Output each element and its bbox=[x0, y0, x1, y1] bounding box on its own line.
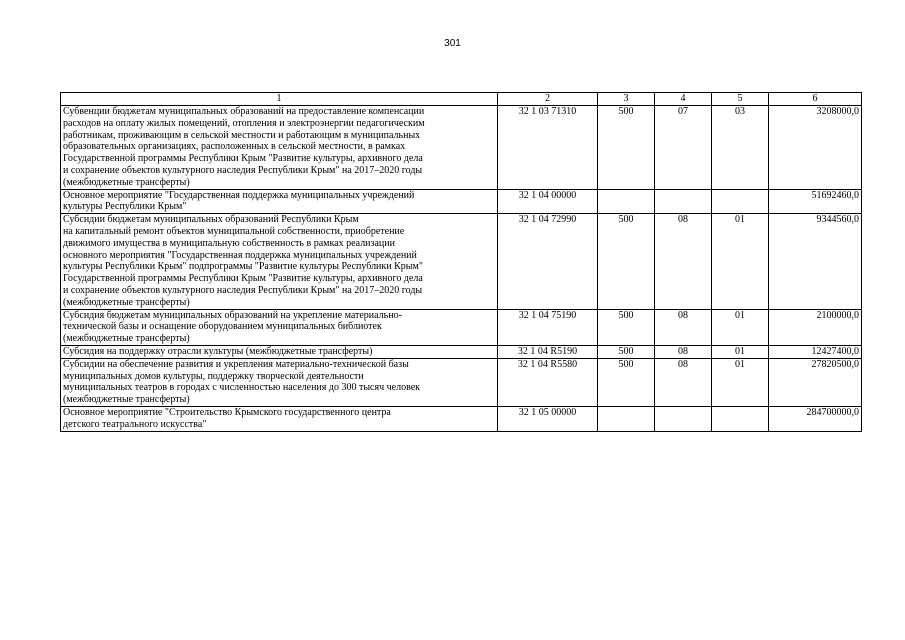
row-name-line: муниципальных театров в городах с численностью населения до 300 тысяч человек bbox=[63, 382, 421, 394]
row-name-line: движимого имущества в муниципальную собственность в рамках реализации bbox=[63, 237, 395, 249]
row-col3: 500 bbox=[598, 214, 655, 309]
row-col4: 08 bbox=[655, 214, 712, 309]
page-number: 301 bbox=[444, 38, 461, 49]
column-header-4: 4 bbox=[655, 93, 712, 106]
row-amount: 9344560,0 bbox=[769, 214, 862, 309]
table-row bbox=[61, 345, 862, 358]
row-name-line: Субсидии бюджетам муниципальных образований Республики Крым bbox=[63, 214, 359, 226]
table-row bbox=[61, 309, 862, 345]
budget-table bbox=[60, 92, 862, 432]
row-col3 bbox=[598, 189, 655, 214]
row-col5: 01 bbox=[712, 214, 769, 309]
row-name-line: Основное мероприятие "Строительство Крымского государственного центра bbox=[63, 406, 391, 418]
column-header-5: 5 bbox=[712, 93, 769, 106]
row-col5: 01 bbox=[712, 309, 769, 345]
row-col4: 07 bbox=[655, 106, 712, 190]
row-amount: 284700000,0 bbox=[769, 406, 862, 431]
row-name-line: Субсидия на поддержку отрасли культуры (межбюджетные трансферты) bbox=[63, 345, 373, 357]
row-col4 bbox=[655, 406, 712, 431]
row-name-line: на капитальный ремонт объектов муниципальной собственности, приобретение bbox=[63, 225, 405, 237]
row-name-line: культуры Республики Крым" подпрограммы "Развитие культуры Республики Крым" bbox=[63, 261, 423, 273]
row-name bbox=[61, 309, 498, 345]
row-col5: 03 bbox=[712, 106, 769, 190]
row-col5 bbox=[712, 406, 769, 431]
row-name-line: технической базы и оснащение оборудованием муниципальных библиотек bbox=[63, 321, 382, 333]
row-col3: 500 bbox=[598, 345, 655, 358]
row-name bbox=[61, 106, 498, 190]
row-name-line: детского театрального искусства" bbox=[63, 418, 207, 430]
row-name bbox=[61, 406, 498, 431]
row-code: 32 1 04 R5190 bbox=[498, 345, 598, 358]
row-name-line: Основное мероприятие "Государственная поддержка муниципальных учреждений bbox=[63, 189, 415, 201]
row-name-line: Государственной программы Республики Крым "Развитие культуры, архивного дела bbox=[63, 273, 423, 285]
row-name-line: (межбюджетные трансферты) bbox=[63, 394, 190, 406]
row-name-line: Субсидия бюджетам муниципальных образований на укрепление материально- bbox=[63, 309, 402, 321]
row-name-line: расходов на оплату жилых помещений, отопления и электроэнергии педагогическим bbox=[63, 117, 425, 129]
row-name-line: Государственной программы Республики Крым "Развитие культуры, архивного дела bbox=[63, 153, 423, 165]
row-name-line: культуры Республики Крым" bbox=[63, 201, 187, 213]
row-name bbox=[61, 189, 498, 214]
row-col3: 500 bbox=[598, 106, 655, 190]
row-name-line: и сохранение объектов культурного наследия Республики Крым" на 2017–2020 годы bbox=[63, 284, 423, 296]
table-row bbox=[61, 189, 862, 214]
column-header-2: 2 bbox=[498, 93, 598, 106]
row-code: 32 1 04 72990 bbox=[498, 214, 598, 309]
row-amount: 27820500,0 bbox=[769, 358, 862, 406]
table-header-row bbox=[61, 93, 862, 106]
row-name-line: муниципальных домов культуры, поддержку творческой деятельности bbox=[63, 370, 364, 382]
row-col4 bbox=[655, 189, 712, 214]
row-code: 32 1 04 R5580 bbox=[498, 358, 598, 406]
table-row bbox=[61, 358, 862, 406]
column-header-1: 1 bbox=[61, 93, 498, 106]
row-col3: 500 bbox=[598, 358, 655, 406]
row-amount: 51692460,0 bbox=[769, 189, 862, 214]
row-name bbox=[61, 345, 498, 358]
row-col4: 08 bbox=[655, 309, 712, 345]
table-row bbox=[61, 106, 862, 190]
row-code: 32 1 04 00000 bbox=[498, 189, 598, 214]
row-col4: 08 bbox=[655, 358, 712, 406]
column-header-3: 3 bbox=[598, 93, 655, 106]
row-code: 32 1 05 00000 bbox=[498, 406, 598, 431]
table-row bbox=[61, 406, 862, 431]
row-amount: 2100000,0 bbox=[769, 309, 862, 345]
row-code: 32 1 03 71310 bbox=[498, 106, 598, 190]
row-name-line: образовательных организациях, расположенных в сельской местности, в рамках bbox=[63, 141, 406, 153]
row-name-line: Субсидии на обеспечение развития и укрепления материально-технической базы bbox=[63, 358, 409, 370]
row-name-line: Субвенции бюджетам муниципальных образований на предоставление компенсации bbox=[63, 106, 425, 117]
row-col5 bbox=[712, 189, 769, 214]
row-name-line: (межбюджетные трансферты) bbox=[63, 333, 190, 345]
row-name bbox=[61, 358, 498, 406]
row-col3: 500 bbox=[598, 309, 655, 345]
row-name-line: (межбюджетные трансферты) bbox=[63, 176, 190, 188]
row-col4: 08 bbox=[655, 345, 712, 358]
row-col5: 01 bbox=[712, 358, 769, 406]
row-code: 32 1 04 75190 bbox=[498, 309, 598, 345]
row-col5: 01 bbox=[712, 345, 769, 358]
column-header-6: 6 bbox=[769, 93, 862, 106]
row-name-line: работникам, проживающим в сельской местности и работающим в муниципальных bbox=[63, 129, 421, 141]
row-amount: 12427400,0 bbox=[769, 345, 862, 358]
row-name-line: и сохранение объектов культурного наследия Республики Крым" на 2017–2020 годы bbox=[63, 164, 423, 176]
row-col3 bbox=[598, 406, 655, 431]
row-name-line: (межбюджетные трансферты) bbox=[63, 296, 190, 308]
row-name-line: основного мероприятия "Государственная поддержка муниципальных учреждений bbox=[63, 249, 417, 261]
table-row bbox=[61, 214, 862, 309]
row-name bbox=[61, 214, 498, 309]
row-amount: 3208000,0 bbox=[769, 106, 862, 190]
